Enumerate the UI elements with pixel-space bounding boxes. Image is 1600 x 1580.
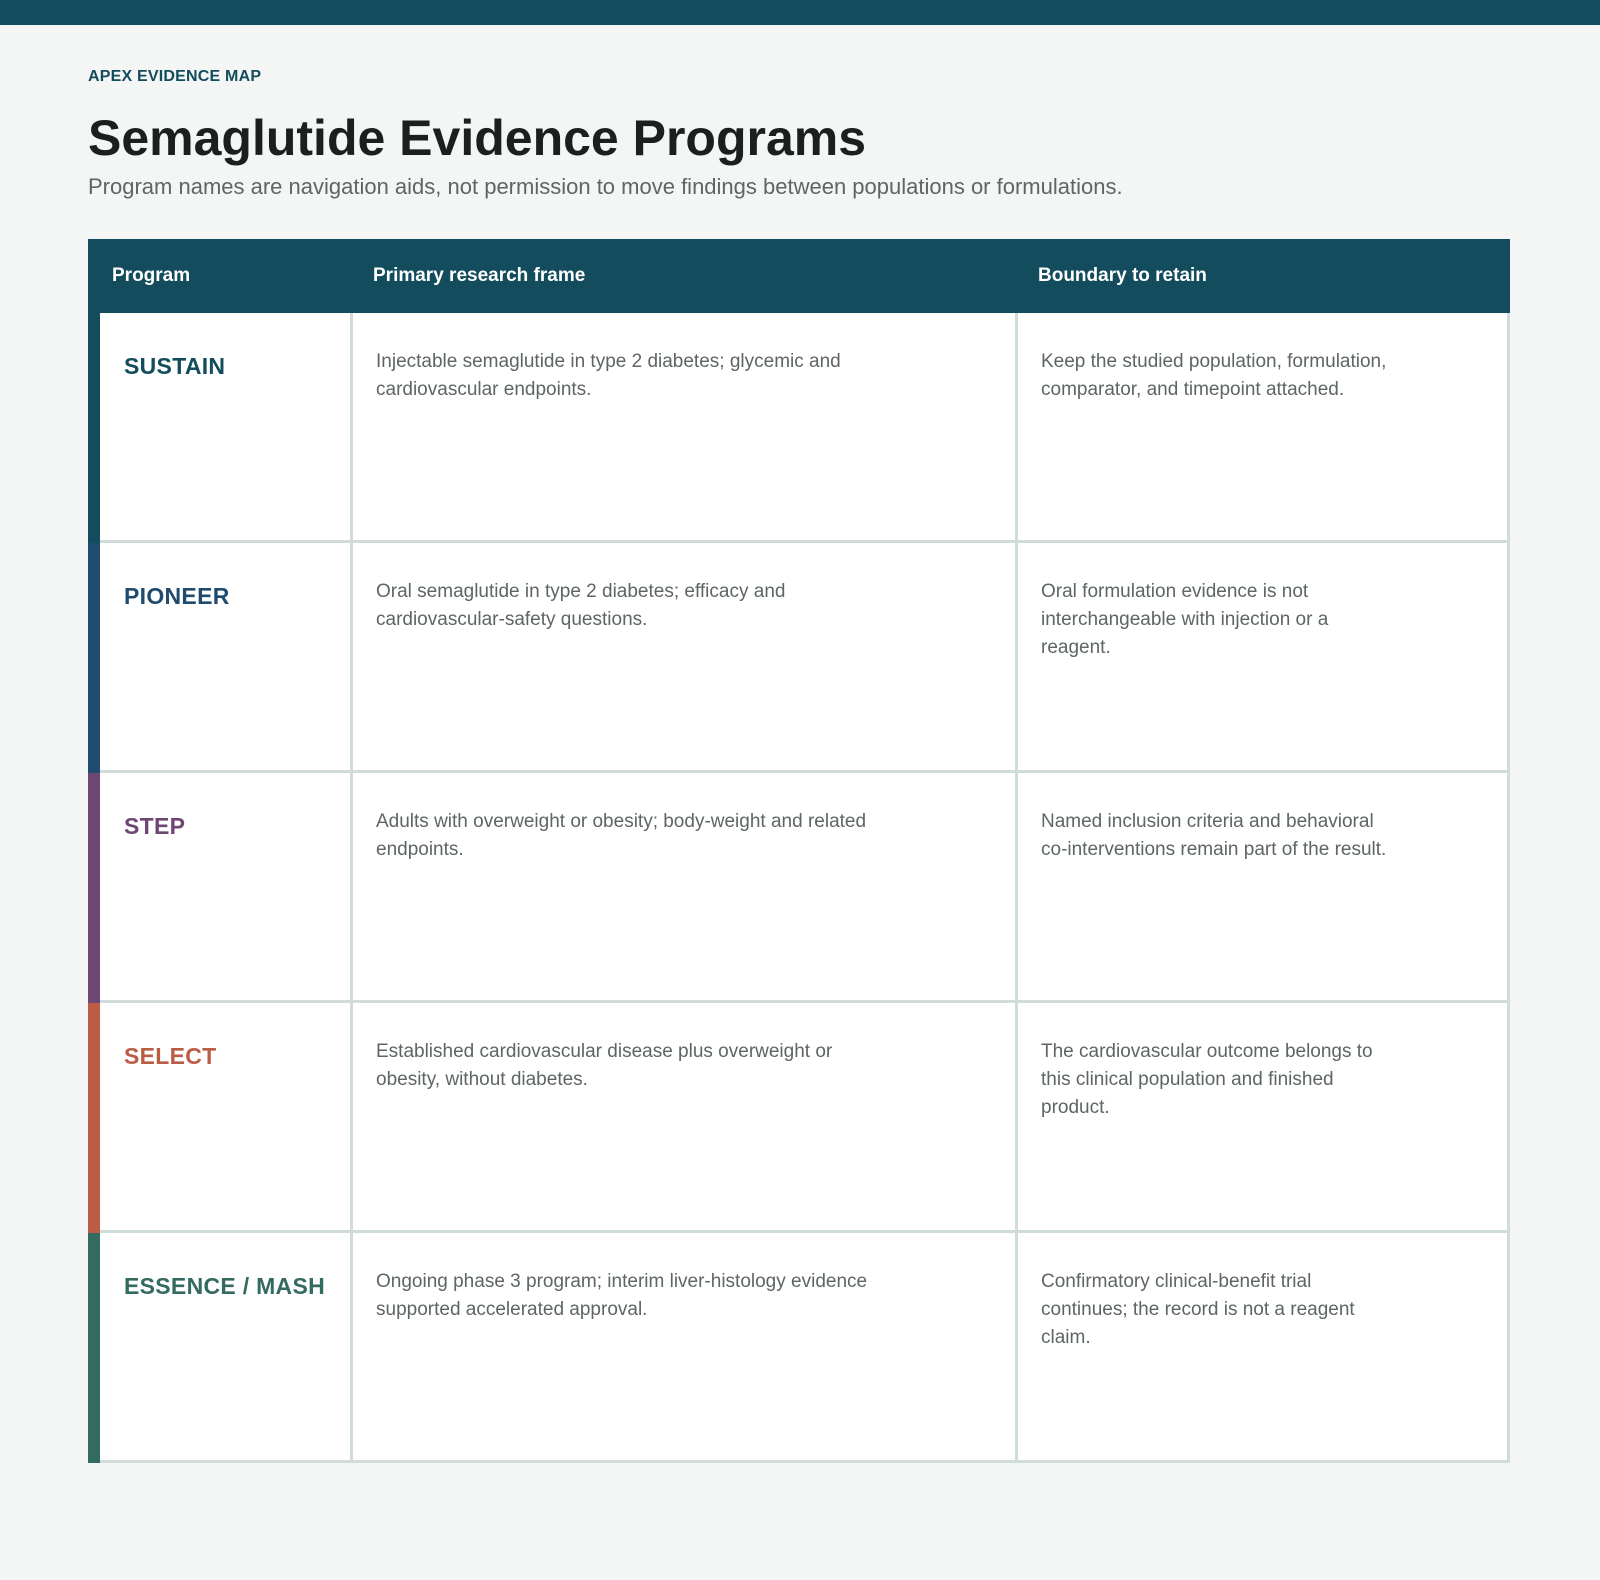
research-frame-text: Oral semaglutide in type 2 diabetes; efficacy and cardiovascular-safety questions. (376, 581, 786, 630)
table-row (88, 1003, 1510, 1233)
page-title: Semaglutide Evidence Programs (88, 110, 867, 166)
boundary-cell (1018, 1003, 1510, 1233)
program-name: ESSENCE / MASH (124, 1273, 326, 1299)
research-frame-cell (353, 543, 1018, 773)
program-name: SUSTAIN (124, 353, 226, 379)
program-name: SELECT (124, 1043, 217, 1069)
row-accent-bar (88, 543, 100, 773)
research-frame-text: Ongoing phase 3 program; interim liver-histology evidence supported accelerated approval. (376, 1271, 868, 1320)
program-cell (100, 1233, 353, 1463)
research-frame-text: Adults with overweight or obesity; body-weight and related endpoints. (376, 811, 867, 860)
column-header-program: Program (112, 265, 191, 286)
column-header-research-frame: Primary research frame (373, 265, 586, 286)
boundary-text: Oral formulation evidence is not interchangeable with injection or a reagent. (1041, 581, 1329, 658)
table-row (88, 313, 1510, 543)
boundary-cell (1018, 1233, 1510, 1463)
program-name: STEP (124, 813, 186, 839)
boundary-cell (1018, 543, 1510, 773)
row-accent-bar (88, 1003, 100, 1233)
boundary-text: Confirmatory clinical-benefit trial continues; the record is not a reagent claim. (1041, 1271, 1355, 1348)
research-frame-cell (353, 1003, 1018, 1233)
research-frame-text: Injectable semaglutide in type 2 diabetes; glycemic and cardiovascular endpoints. (376, 351, 841, 400)
program-cell (100, 773, 353, 1003)
column-header-boundary: Boundary to retain (1038, 265, 1207, 286)
row-accent-bar (88, 1233, 100, 1463)
boundary-text: Keep the studied population, formulation, comparator, and timepoint attached. (1041, 351, 1387, 400)
top-accent-bar (0, 0, 1600, 25)
boundary-cell (1018, 313, 1510, 543)
program-cell (100, 543, 353, 773)
research-frame-cell (353, 773, 1018, 1003)
row-accent-bar (88, 773, 100, 1003)
table-row (88, 543, 1510, 773)
table-row (88, 1233, 1510, 1463)
boundary-text: The cardiovascular outcome belongs to this clinical population and finished product. (1041, 1041, 1373, 1118)
programs-table (88, 239, 1510, 1463)
research-frame-cell (353, 1233, 1018, 1463)
page-subtitle: Program names are navigation aids, not permission to move findings between populations or formulations. (88, 174, 1123, 199)
program-cell (100, 313, 353, 543)
page-eyebrow: APEX EVIDENCE MAP (88, 68, 262, 85)
boundary-text: Named inclusion criteria and behavioral co-interventions remain part of the result. (1041, 811, 1387, 860)
table-row (88, 773, 1510, 1003)
boundary-cell (1018, 773, 1510, 1003)
program-name: PIONEER (124, 583, 230, 609)
research-frame-cell (353, 313, 1018, 543)
program-cell (100, 1003, 353, 1233)
research-frame-text: Established cardiovascular disease plus overweight or obesity, without diabetes. (376, 1041, 833, 1090)
row-accent-bar (88, 313, 100, 543)
table-header (88, 239, 1510, 313)
